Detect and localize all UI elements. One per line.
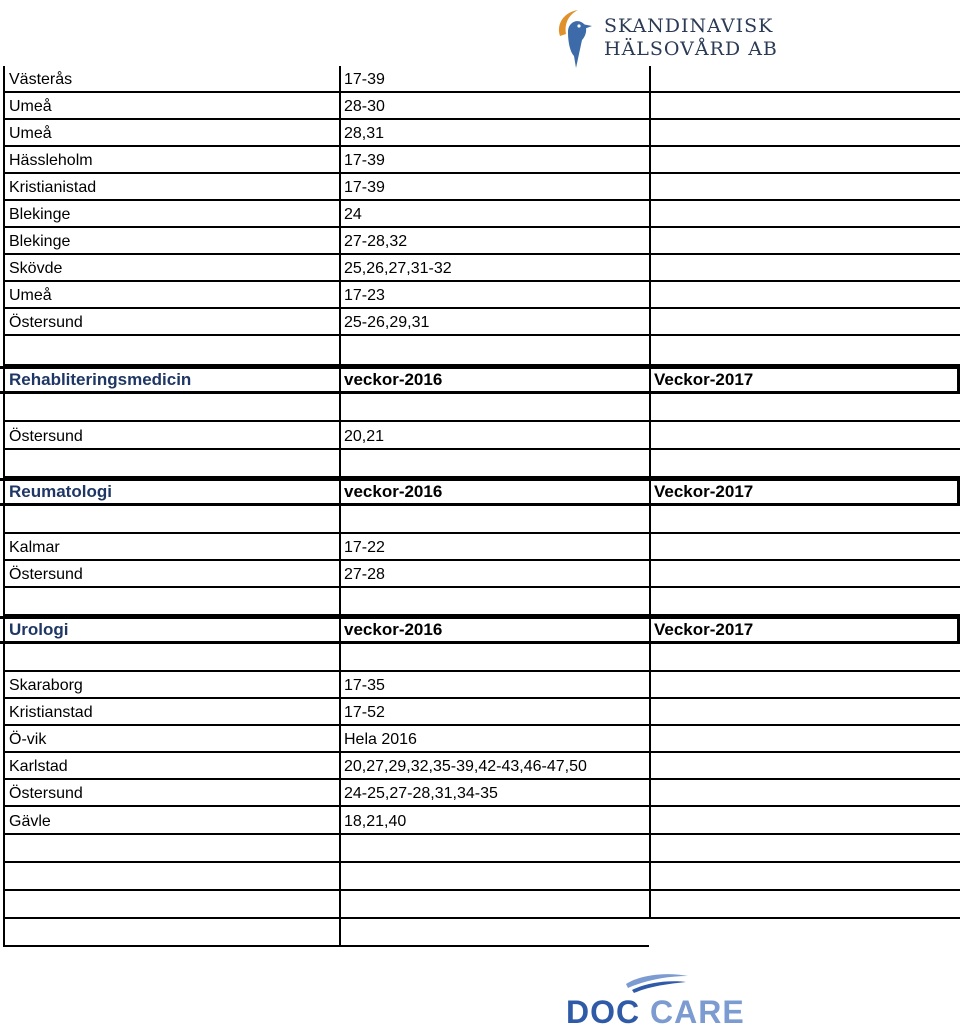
weeks-2016-cell (339, 644, 649, 672)
table-row (0, 807, 960, 835)
location-cell: Kristianstad (3, 699, 339, 726)
location-cell: Blekinge (3, 228, 339, 255)
weeks-2017-cell (649, 891, 960, 919)
weeks-2016-cell (339, 506, 649, 534)
weeks-2017-cell (649, 753, 960, 780)
location-cell (3, 863, 339, 891)
table-row (0, 561, 960, 588)
weeks-2017-cell (649, 228, 960, 255)
weeks-2016-cell (339, 336, 649, 366)
weeks-2016-cell (339, 891, 649, 919)
section-header-row (0, 366, 960, 394)
table-row (0, 699, 960, 726)
column-header-2016: veckor-2016 (339, 369, 649, 391)
weeks-2016-cell: 24 (339, 201, 649, 228)
section-header-row (0, 616, 960, 644)
weeks-2017-cell (649, 863, 960, 891)
weeks-2016-cell (339, 394, 649, 422)
location-cell: Blekinge (3, 201, 339, 228)
weeks-2017-cell (649, 422, 960, 450)
location-cell (3, 450, 339, 478)
table-row (0, 93, 960, 120)
weeks-2017-cell (649, 174, 960, 201)
weeks-2016-cell (339, 588, 649, 616)
table-row (0, 201, 960, 228)
column-header-2016: veckor-2016 (339, 619, 649, 641)
blank-row (0, 891, 960, 919)
location-cell (3, 644, 339, 672)
weeks-2016-cell: 17-52 (339, 699, 649, 726)
weeks-2017-cell (649, 534, 960, 561)
location-cell (3, 891, 339, 919)
table-row (0, 120, 960, 147)
column-header-2017: Veckor-2017 (649, 619, 960, 641)
weeks-2016-cell: 17-23 (339, 282, 649, 309)
weeks-2017-cell (649, 506, 960, 534)
weeks-2017-cell (649, 644, 960, 672)
location-cell: Umeå (3, 120, 339, 147)
blank-row (0, 506, 960, 534)
blank-row (0, 588, 960, 616)
weeks-2017-cell (649, 588, 960, 616)
location-cell: Östersund (3, 309, 339, 336)
weeks-2016-cell: 17-39 (339, 174, 649, 201)
logo-line-1: SKANDINAVISK (604, 15, 774, 37)
logo-doc-text: DOC (566, 994, 641, 1030)
weeks-2017-cell (649, 255, 960, 282)
location-cell: Hässleholm (3, 147, 339, 174)
weeks-2017-cell (649, 282, 960, 309)
weeks-2016-cell: 28,31 (339, 120, 649, 147)
weeks-2017-cell (649, 450, 960, 478)
weeks-2016-cell (339, 919, 649, 947)
doc-care-logo (564, 972, 744, 1030)
location-cell (3, 835, 339, 863)
location-cell: Kristianistad (3, 174, 339, 201)
location-cell: Skövde (3, 255, 339, 282)
weeks-2017-cell (649, 919, 960, 947)
weeks-2017-cell (649, 726, 960, 753)
blank-row (0, 835, 960, 863)
table-row (0, 726, 960, 753)
location-cell: Östersund (3, 561, 339, 588)
table-row (0, 255, 960, 282)
location-cell (3, 506, 339, 534)
table-row (0, 228, 960, 255)
location-cell: Gävle (3, 807, 339, 835)
blank-row (0, 394, 960, 422)
location-cell: Karlstad (3, 753, 339, 780)
location-cell (3, 336, 339, 366)
table-row (0, 282, 960, 309)
section-header-row (0, 478, 960, 506)
table-row (0, 174, 960, 201)
weeks-2016-cell (339, 863, 649, 891)
weeks-2016-cell: 27-28,32 (339, 228, 649, 255)
section-name: Rehabliteringsmedicin (3, 369, 339, 391)
bird-logo-icon (552, 6, 600, 72)
weeks-2017-cell (649, 201, 960, 228)
weeks-2017-cell (649, 672, 960, 699)
weeks-2017-cell (649, 780, 960, 807)
column-header-2016: veckor-2016 (339, 481, 649, 503)
location-cell: Västerås (3, 66, 339, 93)
weeks-2016-cell: Hela 2016 (339, 726, 649, 753)
table-row (0, 422, 960, 450)
blank-row (0, 644, 960, 672)
location-cell (3, 394, 339, 422)
location-cell: Östersund (3, 422, 339, 450)
weeks-2016-cell: 20,27,29,32,35-39,42-43,46-47,50 (339, 753, 649, 780)
weeks-2017-cell (649, 561, 960, 588)
blank-row (0, 450, 960, 478)
weeks-2016-cell: 18,21,40 (339, 807, 649, 835)
location-cell (3, 919, 339, 947)
swoosh-icon (622, 972, 692, 994)
column-header-2017: Veckor-2017 (649, 369, 960, 391)
weeks-2016-cell: 25-26,29,31 (339, 309, 649, 336)
weeks-2017-cell (649, 699, 960, 726)
section-name: Urologi (3, 619, 339, 641)
blank-row (0, 919, 960, 947)
table-row (0, 147, 960, 174)
weeks-2016-cell: 28-30 (339, 93, 649, 120)
logo-line-2: HÄLSOVÅRD AB (604, 38, 778, 60)
blank-row (0, 336, 960, 366)
logo-care-text: CARE (650, 994, 745, 1030)
weeks-2017-cell (649, 394, 960, 422)
location-cell: Umeå (3, 282, 339, 309)
weeks-2017-cell (649, 93, 960, 120)
weeks-2016-cell (339, 450, 649, 478)
weeks-2017-cell (649, 807, 960, 835)
location-cell: Umeå (3, 93, 339, 120)
column-header-2017: Veckor-2017 (649, 481, 960, 503)
weeks-2017-cell (649, 336, 960, 366)
weeks-2016-cell: 17-39 (339, 147, 649, 174)
weeks-2016-cell: 17-39 (339, 66, 649, 93)
location-cell: Skaraborg (3, 672, 339, 699)
weeks-2017-cell (649, 309, 960, 336)
table-row (0, 66, 960, 93)
location-cell: Ö-vik (3, 726, 339, 753)
location-cell: Kalmar (3, 534, 339, 561)
weeks-2017-cell (649, 835, 960, 863)
table-row (0, 753, 960, 780)
weeks-2017-cell (649, 66, 960, 93)
table-row (0, 672, 960, 699)
weeks-2016-cell (339, 835, 649, 863)
weeks-2016-cell: 20,21 (339, 422, 649, 450)
table-row (0, 309, 960, 336)
weeks-2016-cell: 27-28 (339, 561, 649, 588)
section-name: Reumatologi (3, 481, 339, 503)
location-cell: Östersund (3, 780, 339, 807)
weeks-2017-cell (649, 147, 960, 174)
weeks-2016-cell: 24-25,27-28,31,34-35 (339, 780, 649, 807)
weeks-2016-cell: 17-35 (339, 672, 649, 699)
table-row (0, 780, 960, 807)
weeks-2016-cell: 25,26,27,31-32 (339, 255, 649, 282)
location-cell (3, 588, 339, 616)
weeks-2017-cell (649, 120, 960, 147)
skandinavisk-halsovard-logo (552, 6, 778, 72)
blank-row (0, 863, 960, 891)
table-row (0, 534, 960, 561)
weeks-2016-cell: 17-22 (339, 534, 649, 561)
